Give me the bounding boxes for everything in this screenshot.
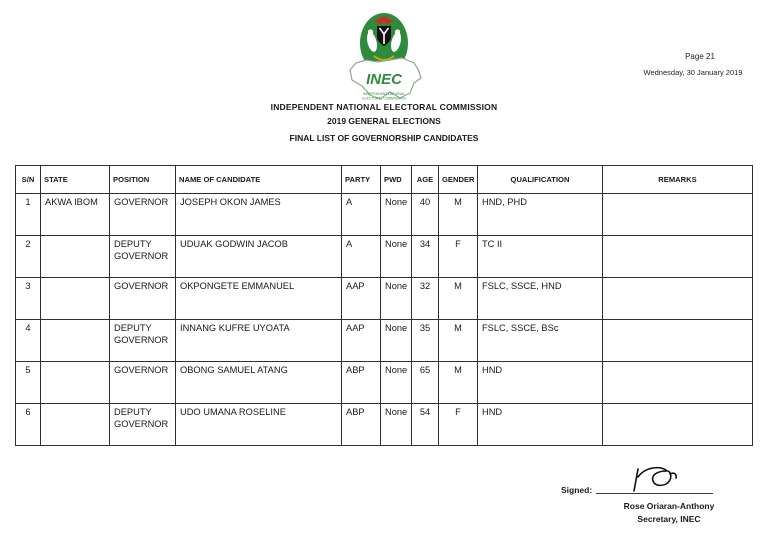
- cell-position: GOVERNOR: [110, 362, 176, 404]
- cell-pwd: None: [381, 320, 412, 362]
- cell-sn: 6: [16, 404, 41, 446]
- cell-qualification: HND: [478, 362, 603, 404]
- cell-age: 32: [412, 278, 439, 320]
- cell-name: JOSEPH OKON JAMES: [176, 194, 342, 236]
- cell-position: GOVERNOR: [110, 194, 176, 236]
- cell-gender: M: [439, 278, 478, 320]
- col-header-party: PARTY: [342, 166, 381, 194]
- logo-subtext-line1: INDEPENDENT NATIONAL: [363, 92, 405, 96]
- cell-remarks: [603, 362, 753, 404]
- cell-age: 34: [412, 236, 439, 278]
- cell-age: 40: [412, 194, 439, 236]
- cell-state: [41, 236, 110, 278]
- cell-remarks: [603, 278, 753, 320]
- cell-qualification: FSLC, SSCE, BSc: [478, 320, 603, 362]
- cell-gender: F: [439, 404, 478, 446]
- table-body: [16, 194, 753, 446]
- cell-gender: M: [439, 320, 478, 362]
- cell-state: [41, 362, 110, 404]
- cell-name: OBONG SAMUEL ATANG: [176, 362, 342, 404]
- cell-age: 54: [412, 404, 439, 446]
- cell-gender: M: [439, 362, 478, 404]
- table-row: [16, 278, 753, 320]
- cell-pwd: None: [381, 194, 412, 236]
- cell-state: [41, 278, 110, 320]
- logo-subtext-line2: ELECTORAL COMMISSION: [362, 96, 406, 101]
- cell-state: [41, 320, 110, 362]
- cell-sn: 1: [16, 194, 41, 236]
- cell-name: UDUAK GODWIN JACOB: [176, 236, 342, 278]
- cell-party: A: [342, 194, 381, 236]
- col-header-pwd: PWD: [381, 166, 412, 194]
- cell-gender: M: [439, 194, 478, 236]
- inec-logo-icon: [334, 6, 434, 106]
- inec-logo-graphic: [334, 6, 434, 106]
- cell-position: DEPUTY GOVERNOR: [110, 320, 176, 362]
- cell-qualification: HND, PHD: [478, 194, 603, 236]
- cell-state: [41, 404, 110, 446]
- cell-name: INNANG KUFRE UYOATA: [176, 320, 342, 362]
- table-header-row: [16, 166, 753, 194]
- cell-position: DEPUTY GOVERNOR: [110, 404, 176, 446]
- cell-remarks: [603, 320, 753, 362]
- cell-pwd: None: [381, 404, 412, 446]
- col-header-position: POSITION: [110, 166, 176, 194]
- cell-sn: 2: [16, 236, 41, 278]
- cell-age: 65: [412, 362, 439, 404]
- cell-position: GOVERNOR: [110, 278, 176, 320]
- signatory-name: Rose Oriaran-Anthony: [623, 501, 715, 511]
- signature-line: [596, 493, 713, 494]
- col-header-remarks: REMARKS: [603, 166, 753, 194]
- cell-remarks: [603, 404, 753, 446]
- col-header-sn: S/N: [16, 166, 41, 194]
- cell-pwd: None: [381, 362, 412, 404]
- cell-pwd: None: [381, 278, 412, 320]
- col-header-qualification: QUALIFICATION: [478, 166, 603, 194]
- cell-position: DEPUTY GOVERNOR: [110, 236, 176, 278]
- election-title: 2019 GENERAL ELECTIONS: [327, 116, 441, 126]
- document-date: Wednesday, 30 January 2019: [643, 68, 743, 77]
- page-number: Page 21: [685, 52, 715, 61]
- cell-qualification: HND: [478, 404, 603, 446]
- col-header-state: STATE: [41, 166, 110, 194]
- cell-qualification: FSLC, SSCE, HND: [478, 278, 603, 320]
- list-title: FINAL LIST OF GOVERNORSHIP CANDIDATES: [289, 133, 479, 143]
- signatory-title: Secretary, INEC: [637, 514, 701, 524]
- cell-party: ABP: [342, 404, 381, 446]
- cell-pwd: None: [381, 236, 412, 278]
- col-header-name: NAME OF CANDIDATE: [176, 166, 342, 194]
- cell-age: 35: [412, 320, 439, 362]
- col-header-age: AGE: [412, 166, 439, 194]
- cell-sn: 3: [16, 278, 41, 320]
- signature-icon: [627, 464, 683, 494]
- cell-party: ABP: [342, 362, 381, 404]
- cell-remarks: [603, 236, 753, 278]
- cell-gender: F: [439, 236, 478, 278]
- cell-name: OKPONGETE EMMANUEL: [176, 278, 342, 320]
- cell-sn: 5: [16, 362, 41, 404]
- cell-sn: 4: [16, 320, 41, 362]
- logo-acronym: INEC: [366, 71, 402, 88]
- col-header-gender: GENDER: [439, 166, 478, 194]
- table-row: [16, 194, 753, 236]
- table-row: [16, 320, 753, 362]
- title-block: [0, 102, 768, 143]
- table-row: [16, 362, 753, 404]
- table-row: [16, 236, 753, 278]
- cell-state: AKWA IBOM: [41, 194, 110, 236]
- table-row: [16, 404, 753, 446]
- cell-name: UDO UMANA ROSELINE: [176, 404, 342, 446]
- candidates-table: [15, 165, 753, 446]
- signed-label: Signed:: [561, 485, 593, 495]
- cell-qualification: TC II: [478, 236, 603, 278]
- cell-party: A: [342, 236, 381, 278]
- cell-party: AAP: [342, 320, 381, 362]
- cell-remarks: [603, 194, 753, 236]
- cell-party: AAP: [342, 278, 381, 320]
- commission-title: INDEPENDENT NATIONAL ELECTORAL COMMISSION: [270, 102, 498, 112]
